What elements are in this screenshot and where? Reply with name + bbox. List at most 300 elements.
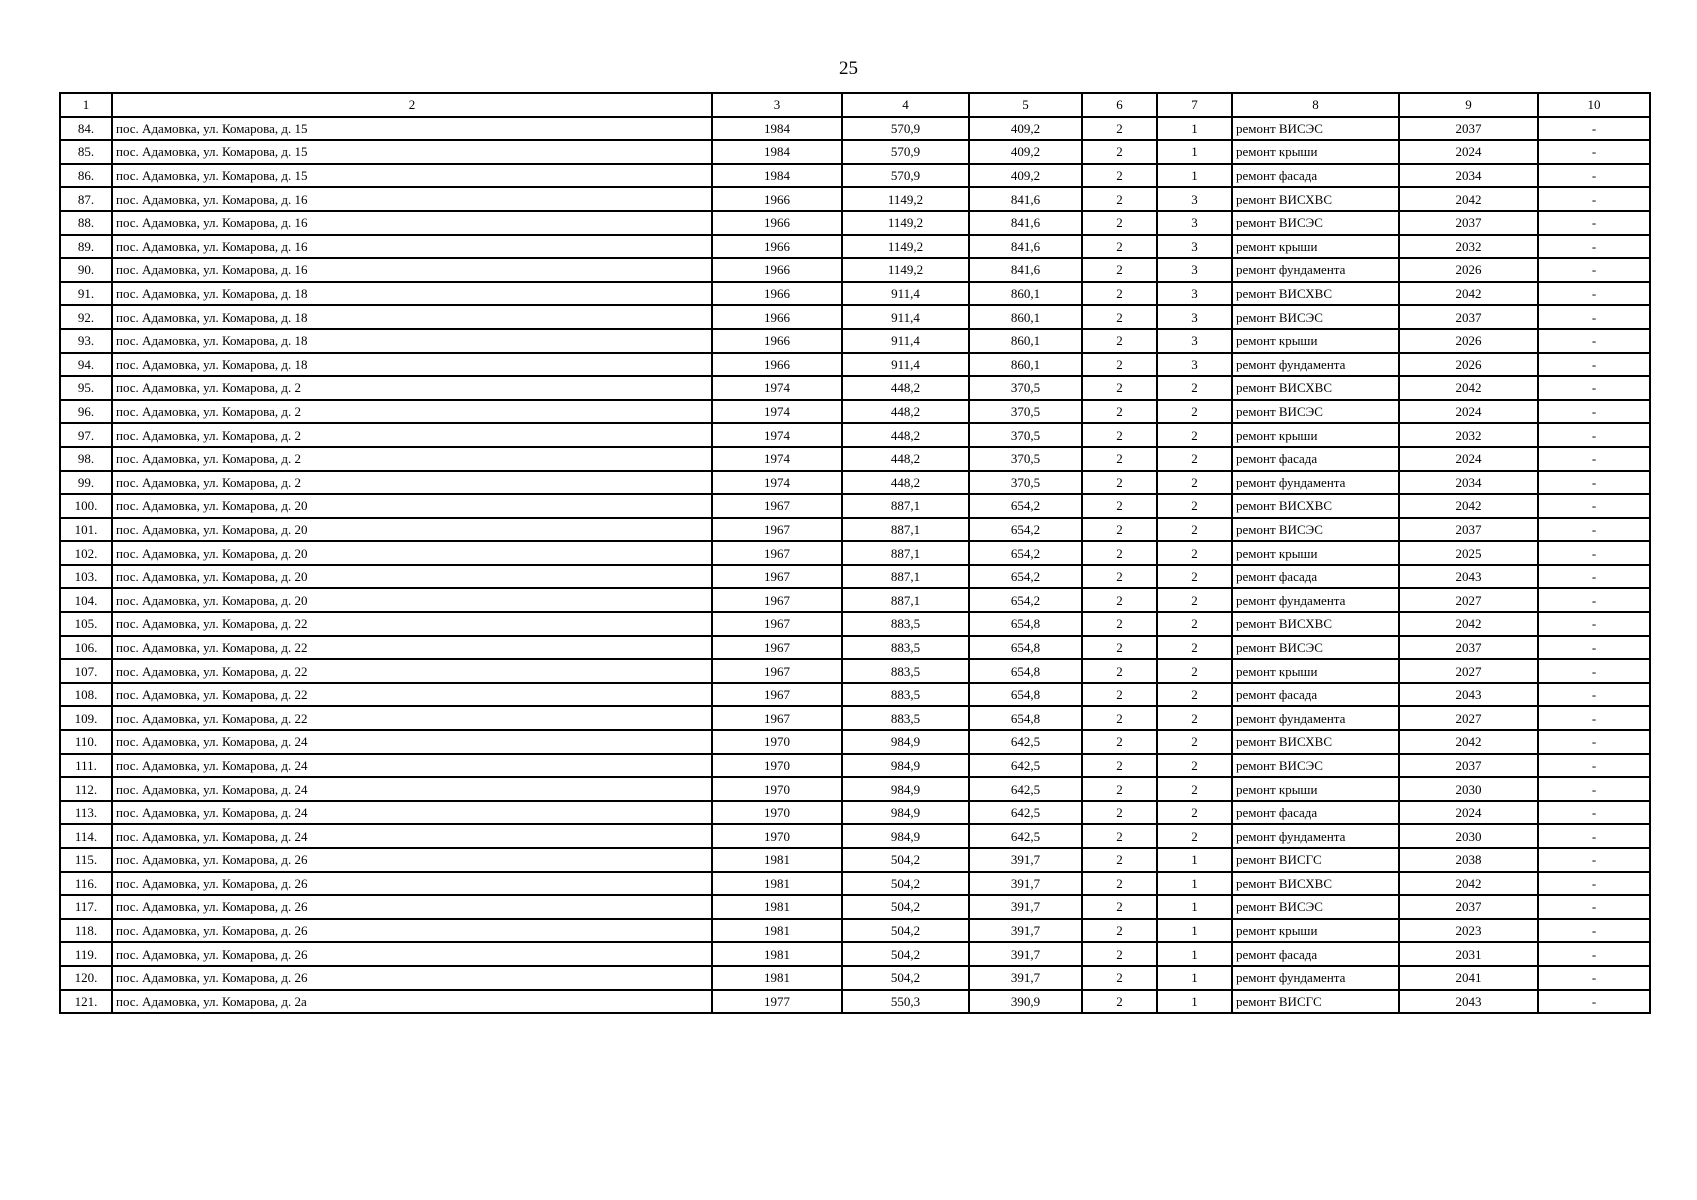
- planned-year-cell: 2032: [1399, 235, 1538, 259]
- work-type-cell: ремонт крыши: [1232, 777, 1399, 801]
- planned-year-cell: 2034: [1399, 471, 1538, 495]
- table-row: [60, 353, 1650, 377]
- planned-year-cell: 2027: [1399, 659, 1538, 683]
- floors-cell: 2: [1082, 848, 1157, 872]
- row-number-cell: 102.: [60, 541, 112, 565]
- construction-year-cell: 1981: [712, 919, 842, 943]
- entrances-cell: 2: [1157, 754, 1232, 778]
- living-area-cell: 391,7: [969, 872, 1082, 896]
- entrances-cell: 2: [1157, 541, 1232, 565]
- note-cell: -: [1538, 919, 1650, 943]
- floors-cell: 2: [1082, 636, 1157, 660]
- work-type-cell: ремонт ВИСГС: [1232, 990, 1399, 1014]
- work-type-cell: ремонт крыши: [1232, 423, 1399, 447]
- entrances-cell: 2: [1157, 471, 1232, 495]
- construction-year-cell: 1966: [712, 235, 842, 259]
- floors-cell: 2: [1082, 282, 1157, 306]
- note-cell: -: [1538, 848, 1650, 872]
- table-row: [60, 400, 1650, 424]
- construction-year-cell: 1967: [712, 636, 842, 660]
- floors-cell: 2: [1082, 187, 1157, 211]
- register-table: [59, 92, 1651, 1014]
- total-area-cell: 984,9: [842, 824, 969, 848]
- floors-cell: 2: [1082, 211, 1157, 235]
- work-type-cell: ремонт фасада: [1232, 801, 1399, 825]
- row-number-cell: 97.: [60, 423, 112, 447]
- table-row: [60, 636, 1650, 660]
- note-cell: -: [1538, 872, 1650, 896]
- work-type-cell: ремонт ВИСХВС: [1232, 872, 1399, 896]
- row-number-cell: 119.: [60, 942, 112, 966]
- row-number-cell: 108.: [60, 683, 112, 707]
- work-type-cell: ремонт ВИСЭС: [1232, 636, 1399, 660]
- entrances-cell: 1: [1157, 895, 1232, 919]
- note-cell: -: [1538, 565, 1650, 589]
- entrances-cell: 3: [1157, 329, 1232, 353]
- work-type-cell: ремонт фундамента: [1232, 706, 1399, 730]
- living-area-cell: 370,5: [969, 376, 1082, 400]
- note-cell: -: [1538, 211, 1650, 235]
- note-cell: -: [1538, 423, 1650, 447]
- total-area-cell: 448,2: [842, 376, 969, 400]
- living-area-cell: 642,5: [969, 730, 1082, 754]
- floors-cell: 2: [1082, 400, 1157, 424]
- total-area-cell: 883,5: [842, 659, 969, 683]
- construction-year-cell: 1970: [712, 754, 842, 778]
- floors-cell: 2: [1082, 801, 1157, 825]
- construction-year-cell: 1967: [712, 706, 842, 730]
- living-area-cell: 654,2: [969, 541, 1082, 565]
- construction-year-cell: 1966: [712, 305, 842, 329]
- table-row: [60, 211, 1650, 235]
- planned-year-cell: 2037: [1399, 754, 1538, 778]
- note-cell: -: [1538, 588, 1650, 612]
- planned-year-cell: 2026: [1399, 329, 1538, 353]
- row-number-cell: 114.: [60, 824, 112, 848]
- planned-year-cell: 2042: [1399, 376, 1538, 400]
- header-cell: 2: [112, 93, 712, 117]
- planned-year-cell: 2030: [1399, 824, 1538, 848]
- address-cell: пос. Адамовка, ул. Комарова, д. 15: [112, 164, 712, 188]
- work-type-cell: ремонт ВИСЭС: [1232, 518, 1399, 542]
- floors-cell: 2: [1082, 471, 1157, 495]
- construction-year-cell: 1981: [712, 942, 842, 966]
- address-cell: пос. Адамовка, ул. Комарова, д. 24: [112, 801, 712, 825]
- work-type-cell: ремонт ВИСХВС: [1232, 494, 1399, 518]
- address-cell: пос. Адамовка, ул. Комарова, д. 16: [112, 187, 712, 211]
- construction-year-cell: 1966: [712, 187, 842, 211]
- row-number-cell: 115.: [60, 848, 112, 872]
- construction-year-cell: 1966: [712, 258, 842, 282]
- floors-cell: 2: [1082, 117, 1157, 141]
- construction-year-cell: 1977: [712, 990, 842, 1014]
- row-number-cell: 87.: [60, 187, 112, 211]
- planned-year-cell: 2027: [1399, 588, 1538, 612]
- work-type-cell: ремонт ВИСХВС: [1232, 730, 1399, 754]
- work-type-cell: ремонт ВИСЭС: [1232, 895, 1399, 919]
- floors-cell: 2: [1082, 305, 1157, 329]
- header-cell: 10: [1538, 93, 1650, 117]
- entrances-cell: 2: [1157, 423, 1232, 447]
- floors-cell: 2: [1082, 824, 1157, 848]
- work-type-cell: ремонт крыши: [1232, 659, 1399, 683]
- planned-year-cell: 2026: [1399, 353, 1538, 377]
- note-cell: -: [1538, 494, 1650, 518]
- table-row: [60, 801, 1650, 825]
- living-area-cell: 841,6: [969, 211, 1082, 235]
- work-type-cell: ремонт ВИСХВС: [1232, 376, 1399, 400]
- work-type-cell: ремонт ВИСЭС: [1232, 754, 1399, 778]
- work-type-cell: ремонт ВИСЭС: [1232, 117, 1399, 141]
- total-area-cell: 550,3: [842, 990, 969, 1014]
- table-row: [60, 848, 1650, 872]
- address-cell: пос. Адамовка, ул. Комарова, д. 16: [112, 211, 712, 235]
- address-cell: пос. Адамовка, ул. Комарова, д. 24: [112, 777, 712, 801]
- entrances-cell: 1: [1157, 942, 1232, 966]
- note-cell: -: [1538, 400, 1650, 424]
- entrances-cell: 2: [1157, 494, 1232, 518]
- work-type-cell: ремонт фасада: [1232, 565, 1399, 589]
- construction-year-cell: 1970: [712, 801, 842, 825]
- address-cell: пос. Адамовка, ул. Комарова, д. 22: [112, 612, 712, 636]
- floors-cell: 2: [1082, 353, 1157, 377]
- address-cell: пос. Адамовка, ул. Комарова, д. 20: [112, 541, 712, 565]
- header-cell: 6: [1082, 93, 1157, 117]
- row-number-cell: 121.: [60, 990, 112, 1014]
- total-area-cell: 504,2: [842, 966, 969, 990]
- living-area-cell: 391,7: [969, 895, 1082, 919]
- floors-cell: 2: [1082, 919, 1157, 943]
- total-area-cell: 911,4: [842, 329, 969, 353]
- total-area-cell: 911,4: [842, 353, 969, 377]
- floors-cell: 2: [1082, 494, 1157, 518]
- living-area-cell: 391,7: [969, 848, 1082, 872]
- address-cell: пос. Адамовка, ул. Комарова, д. 20: [112, 494, 712, 518]
- construction-year-cell: 1981: [712, 895, 842, 919]
- address-cell: пос. Адамовка, ул. Комарова, д. 26: [112, 966, 712, 990]
- entrances-cell: 2: [1157, 612, 1232, 636]
- work-type-cell: ремонт фундамента: [1232, 824, 1399, 848]
- work-type-cell: ремонт ВИСЭС: [1232, 400, 1399, 424]
- note-cell: -: [1538, 683, 1650, 707]
- entrances-cell: 2: [1157, 447, 1232, 471]
- entrances-cell: 2: [1157, 824, 1232, 848]
- table-row: [60, 754, 1650, 778]
- total-area-cell: 887,1: [842, 541, 969, 565]
- note-cell: -: [1538, 730, 1650, 754]
- row-number-cell: 96.: [60, 400, 112, 424]
- note-cell: -: [1538, 187, 1650, 211]
- living-area-cell: 860,1: [969, 282, 1082, 306]
- note-cell: -: [1538, 329, 1650, 353]
- planned-year-cell: 2042: [1399, 872, 1538, 896]
- total-area-cell: 1149,2: [842, 187, 969, 211]
- table-row: [60, 565, 1650, 589]
- address-cell: пос. Адамовка, ул. Комарова, д. 22: [112, 706, 712, 730]
- planned-year-cell: 2042: [1399, 612, 1538, 636]
- construction-year-cell: 1970: [712, 824, 842, 848]
- table-row: [60, 187, 1650, 211]
- floors-cell: 2: [1082, 376, 1157, 400]
- floors-cell: 2: [1082, 565, 1157, 589]
- total-area-cell: 887,1: [842, 494, 969, 518]
- header-cell: 9: [1399, 93, 1538, 117]
- living-area-cell: 642,5: [969, 801, 1082, 825]
- construction-year-cell: 1974: [712, 376, 842, 400]
- entrances-cell: 3: [1157, 235, 1232, 259]
- table-row: [60, 612, 1650, 636]
- note-cell: -: [1538, 990, 1650, 1014]
- address-cell: пос. Адамовка, ул. Комарова, д. 22: [112, 659, 712, 683]
- table-row: [60, 471, 1650, 495]
- construction-year-cell: 1981: [712, 872, 842, 896]
- entrances-cell: 1: [1157, 872, 1232, 896]
- row-number-cell: 101.: [60, 518, 112, 542]
- entrances-cell: 2: [1157, 777, 1232, 801]
- address-cell: пос. Адамовка, ул. Комарова, д. 15: [112, 117, 712, 141]
- total-area-cell: 448,2: [842, 400, 969, 424]
- table-row: [60, 730, 1650, 754]
- header-cell: 8: [1232, 93, 1399, 117]
- construction-year-cell: 1984: [712, 140, 842, 164]
- row-number-cell: 112.: [60, 777, 112, 801]
- row-number-cell: 90.: [60, 258, 112, 282]
- table-row: [60, 282, 1650, 306]
- address-cell: пос. Адамовка, ул. Комарова, д. 16: [112, 235, 712, 259]
- construction-year-cell: 1966: [712, 282, 842, 306]
- row-number-cell: 106.: [60, 636, 112, 660]
- entrances-cell: 2: [1157, 636, 1232, 660]
- entrances-cell: 2: [1157, 706, 1232, 730]
- table-row: [60, 872, 1650, 896]
- row-number-cell: 111.: [60, 754, 112, 778]
- address-cell: пос. Адамовка, ул. Комарова, д. 24: [112, 754, 712, 778]
- table-row: [60, 494, 1650, 518]
- row-number-cell: 94.: [60, 353, 112, 377]
- living-area-cell: 860,1: [969, 305, 1082, 329]
- floors-cell: 2: [1082, 518, 1157, 542]
- living-area-cell: 409,2: [969, 140, 1082, 164]
- entrances-cell: 1: [1157, 117, 1232, 141]
- work-type-cell: ремонт крыши: [1232, 140, 1399, 164]
- address-cell: пос. Адамовка, ул. Комарова, д. 15: [112, 140, 712, 164]
- header-cell: 4: [842, 93, 969, 117]
- address-cell: пос. Адамовка, ул. Комарова, д. 22: [112, 636, 712, 660]
- total-area-cell: 570,9: [842, 164, 969, 188]
- table-row: [60, 518, 1650, 542]
- row-number-cell: 92.: [60, 305, 112, 329]
- address-cell: пос. Адамовка, ул. Комарова, д. 18: [112, 282, 712, 306]
- floors-cell: 2: [1082, 990, 1157, 1014]
- address-cell: пос. Адамовка, ул. Комарова, д. 2: [112, 400, 712, 424]
- entrances-cell: 2: [1157, 376, 1232, 400]
- construction-year-cell: 1981: [712, 848, 842, 872]
- note-cell: -: [1538, 518, 1650, 542]
- row-number-cell: 84.: [60, 117, 112, 141]
- total-area-cell: 504,2: [842, 848, 969, 872]
- floors-cell: 2: [1082, 329, 1157, 353]
- living-area-cell: 654,2: [969, 518, 1082, 542]
- total-area-cell: 448,2: [842, 423, 969, 447]
- table-row: [60, 919, 1650, 943]
- note-cell: -: [1538, 636, 1650, 660]
- table-row: [60, 706, 1650, 730]
- entrances-cell: 1: [1157, 164, 1232, 188]
- living-area-cell: 370,5: [969, 423, 1082, 447]
- floors-cell: 2: [1082, 258, 1157, 282]
- address-cell: пос. Адамовка, ул. Комарова, д. 18: [112, 305, 712, 329]
- table-row: [60, 305, 1650, 329]
- construction-year-cell: 1966: [712, 211, 842, 235]
- floors-cell: 2: [1082, 235, 1157, 259]
- living-area-cell: 654,2: [969, 588, 1082, 612]
- total-area-cell: 911,4: [842, 305, 969, 329]
- total-area-cell: 504,2: [842, 895, 969, 919]
- total-area-cell: 1149,2: [842, 211, 969, 235]
- entrances-cell: 2: [1157, 518, 1232, 542]
- table-row: [60, 895, 1650, 919]
- living-area-cell: 654,8: [969, 683, 1082, 707]
- planned-year-cell: 2024: [1399, 140, 1538, 164]
- work-type-cell: ремонт фундамента: [1232, 966, 1399, 990]
- address-cell: пос. Адамовка, ул. Комарова, д. 2: [112, 471, 712, 495]
- note-cell: -: [1538, 942, 1650, 966]
- note-cell: -: [1538, 895, 1650, 919]
- living-area-cell: 642,5: [969, 754, 1082, 778]
- living-area-cell: 409,2: [969, 117, 1082, 141]
- construction-year-cell: 1967: [712, 541, 842, 565]
- planned-year-cell: 2037: [1399, 305, 1538, 329]
- work-type-cell: ремонт фасада: [1232, 683, 1399, 707]
- address-cell: пос. Адамовка, ул. Комарова, д. 26: [112, 942, 712, 966]
- work-type-cell: ремонт ВИСЭС: [1232, 211, 1399, 235]
- living-area-cell: 841,6: [969, 187, 1082, 211]
- note-cell: -: [1538, 353, 1650, 377]
- table-row: [60, 329, 1650, 353]
- total-area-cell: 883,5: [842, 612, 969, 636]
- total-area-cell: 883,5: [842, 636, 969, 660]
- work-type-cell: ремонт крыши: [1232, 541, 1399, 565]
- work-type-cell: ремонт ВИСХВС: [1232, 187, 1399, 211]
- total-area-cell: 911,4: [842, 282, 969, 306]
- address-cell: пос. Адамовка, ул. Комарова, д. 2а: [112, 990, 712, 1014]
- entrances-cell: 2: [1157, 683, 1232, 707]
- header-cell: 1: [60, 93, 112, 117]
- address-cell: пос. Адамовка, ул. Комарова, д. 24: [112, 730, 712, 754]
- living-area-cell: 860,1: [969, 329, 1082, 353]
- construction-year-cell: 1974: [712, 400, 842, 424]
- living-area-cell: 841,6: [969, 235, 1082, 259]
- entrances-cell: 1: [1157, 848, 1232, 872]
- address-cell: пос. Адамовка, ул. Комарова, д. 26: [112, 895, 712, 919]
- floors-cell: 2: [1082, 164, 1157, 188]
- planned-year-cell: 2037: [1399, 518, 1538, 542]
- row-number-cell: 120.: [60, 966, 112, 990]
- floors-cell: 2: [1082, 706, 1157, 730]
- living-area-cell: 654,8: [969, 636, 1082, 660]
- total-area-cell: 887,1: [842, 518, 969, 542]
- planned-year-cell: 2032: [1399, 423, 1538, 447]
- address-cell: пос. Адамовка, ул. Комарова, д. 18: [112, 329, 712, 353]
- living-area-cell: 860,1: [969, 353, 1082, 377]
- planned-year-cell: 2042: [1399, 187, 1538, 211]
- entrances-cell: 3: [1157, 353, 1232, 377]
- living-area-cell: 391,7: [969, 942, 1082, 966]
- address-cell: пос. Адамовка, ул. Комарова, д. 2: [112, 447, 712, 471]
- total-area-cell: 570,9: [842, 117, 969, 141]
- row-number-cell: 105.: [60, 612, 112, 636]
- row-number-cell: 88.: [60, 211, 112, 235]
- living-area-cell: 390,9: [969, 990, 1082, 1014]
- work-type-cell: ремонт ВИСГС: [1232, 848, 1399, 872]
- floors-cell: 2: [1082, 612, 1157, 636]
- table-row: [60, 140, 1650, 164]
- living-area-cell: 370,5: [969, 471, 1082, 495]
- floors-cell: 2: [1082, 895, 1157, 919]
- construction-year-cell: 1974: [712, 447, 842, 471]
- note-cell: -: [1538, 117, 1650, 141]
- table-body: [60, 117, 1650, 1014]
- table-row: [60, 164, 1650, 188]
- row-number-cell: 117.: [60, 895, 112, 919]
- entrances-cell: 3: [1157, 211, 1232, 235]
- planned-year-cell: 2043: [1399, 990, 1538, 1014]
- page-number: 25: [839, 58, 858, 79]
- table-row: [60, 966, 1650, 990]
- total-area-cell: 883,5: [842, 706, 969, 730]
- row-number-cell: 107.: [60, 659, 112, 683]
- total-area-cell: 883,5: [842, 683, 969, 707]
- floors-cell: 2: [1082, 447, 1157, 471]
- planned-year-cell: 2024: [1399, 400, 1538, 424]
- note-cell: -: [1538, 140, 1650, 164]
- row-number-cell: 113.: [60, 801, 112, 825]
- row-number-cell: 116.: [60, 872, 112, 896]
- work-type-cell: ремонт фундамента: [1232, 353, 1399, 377]
- living-area-cell: 654,2: [969, 494, 1082, 518]
- planned-year-cell: 2025: [1399, 541, 1538, 565]
- work-type-cell: ремонт крыши: [1232, 235, 1399, 259]
- table-row: [60, 423, 1650, 447]
- address-cell: пос. Адамовка, ул. Комарова, д. 2: [112, 423, 712, 447]
- address-cell: пос. Адамовка, ул. Комарова, д. 24: [112, 824, 712, 848]
- living-area-cell: 370,5: [969, 400, 1082, 424]
- construction-year-cell: 1966: [712, 329, 842, 353]
- entrances-cell: 1: [1157, 990, 1232, 1014]
- note-cell: -: [1538, 471, 1650, 495]
- total-area-cell: 448,2: [842, 471, 969, 495]
- address-cell: пос. Адамовка, ул. Комарова, д. 26: [112, 848, 712, 872]
- construction-year-cell: 1967: [712, 494, 842, 518]
- planned-year-cell: 2043: [1399, 683, 1538, 707]
- entrances-cell: 1: [1157, 966, 1232, 990]
- address-cell: пос. Адамовка, ул. Комарова, д. 16: [112, 258, 712, 282]
- total-area-cell: 504,2: [842, 872, 969, 896]
- work-type-cell: ремонт фундамента: [1232, 258, 1399, 282]
- construction-year-cell: 1967: [712, 683, 842, 707]
- construction-year-cell: 1984: [712, 164, 842, 188]
- living-area-cell: 654,2: [969, 565, 1082, 589]
- header-cell: 3: [712, 93, 842, 117]
- table-row: [60, 824, 1650, 848]
- floors-cell: 2: [1082, 966, 1157, 990]
- entrances-cell: 2: [1157, 801, 1232, 825]
- work-type-cell: ремонт крыши: [1232, 919, 1399, 943]
- note-cell: -: [1538, 824, 1650, 848]
- planned-year-cell: 2037: [1399, 117, 1538, 141]
- planned-year-cell: 2026: [1399, 258, 1538, 282]
- total-area-cell: 504,2: [842, 919, 969, 943]
